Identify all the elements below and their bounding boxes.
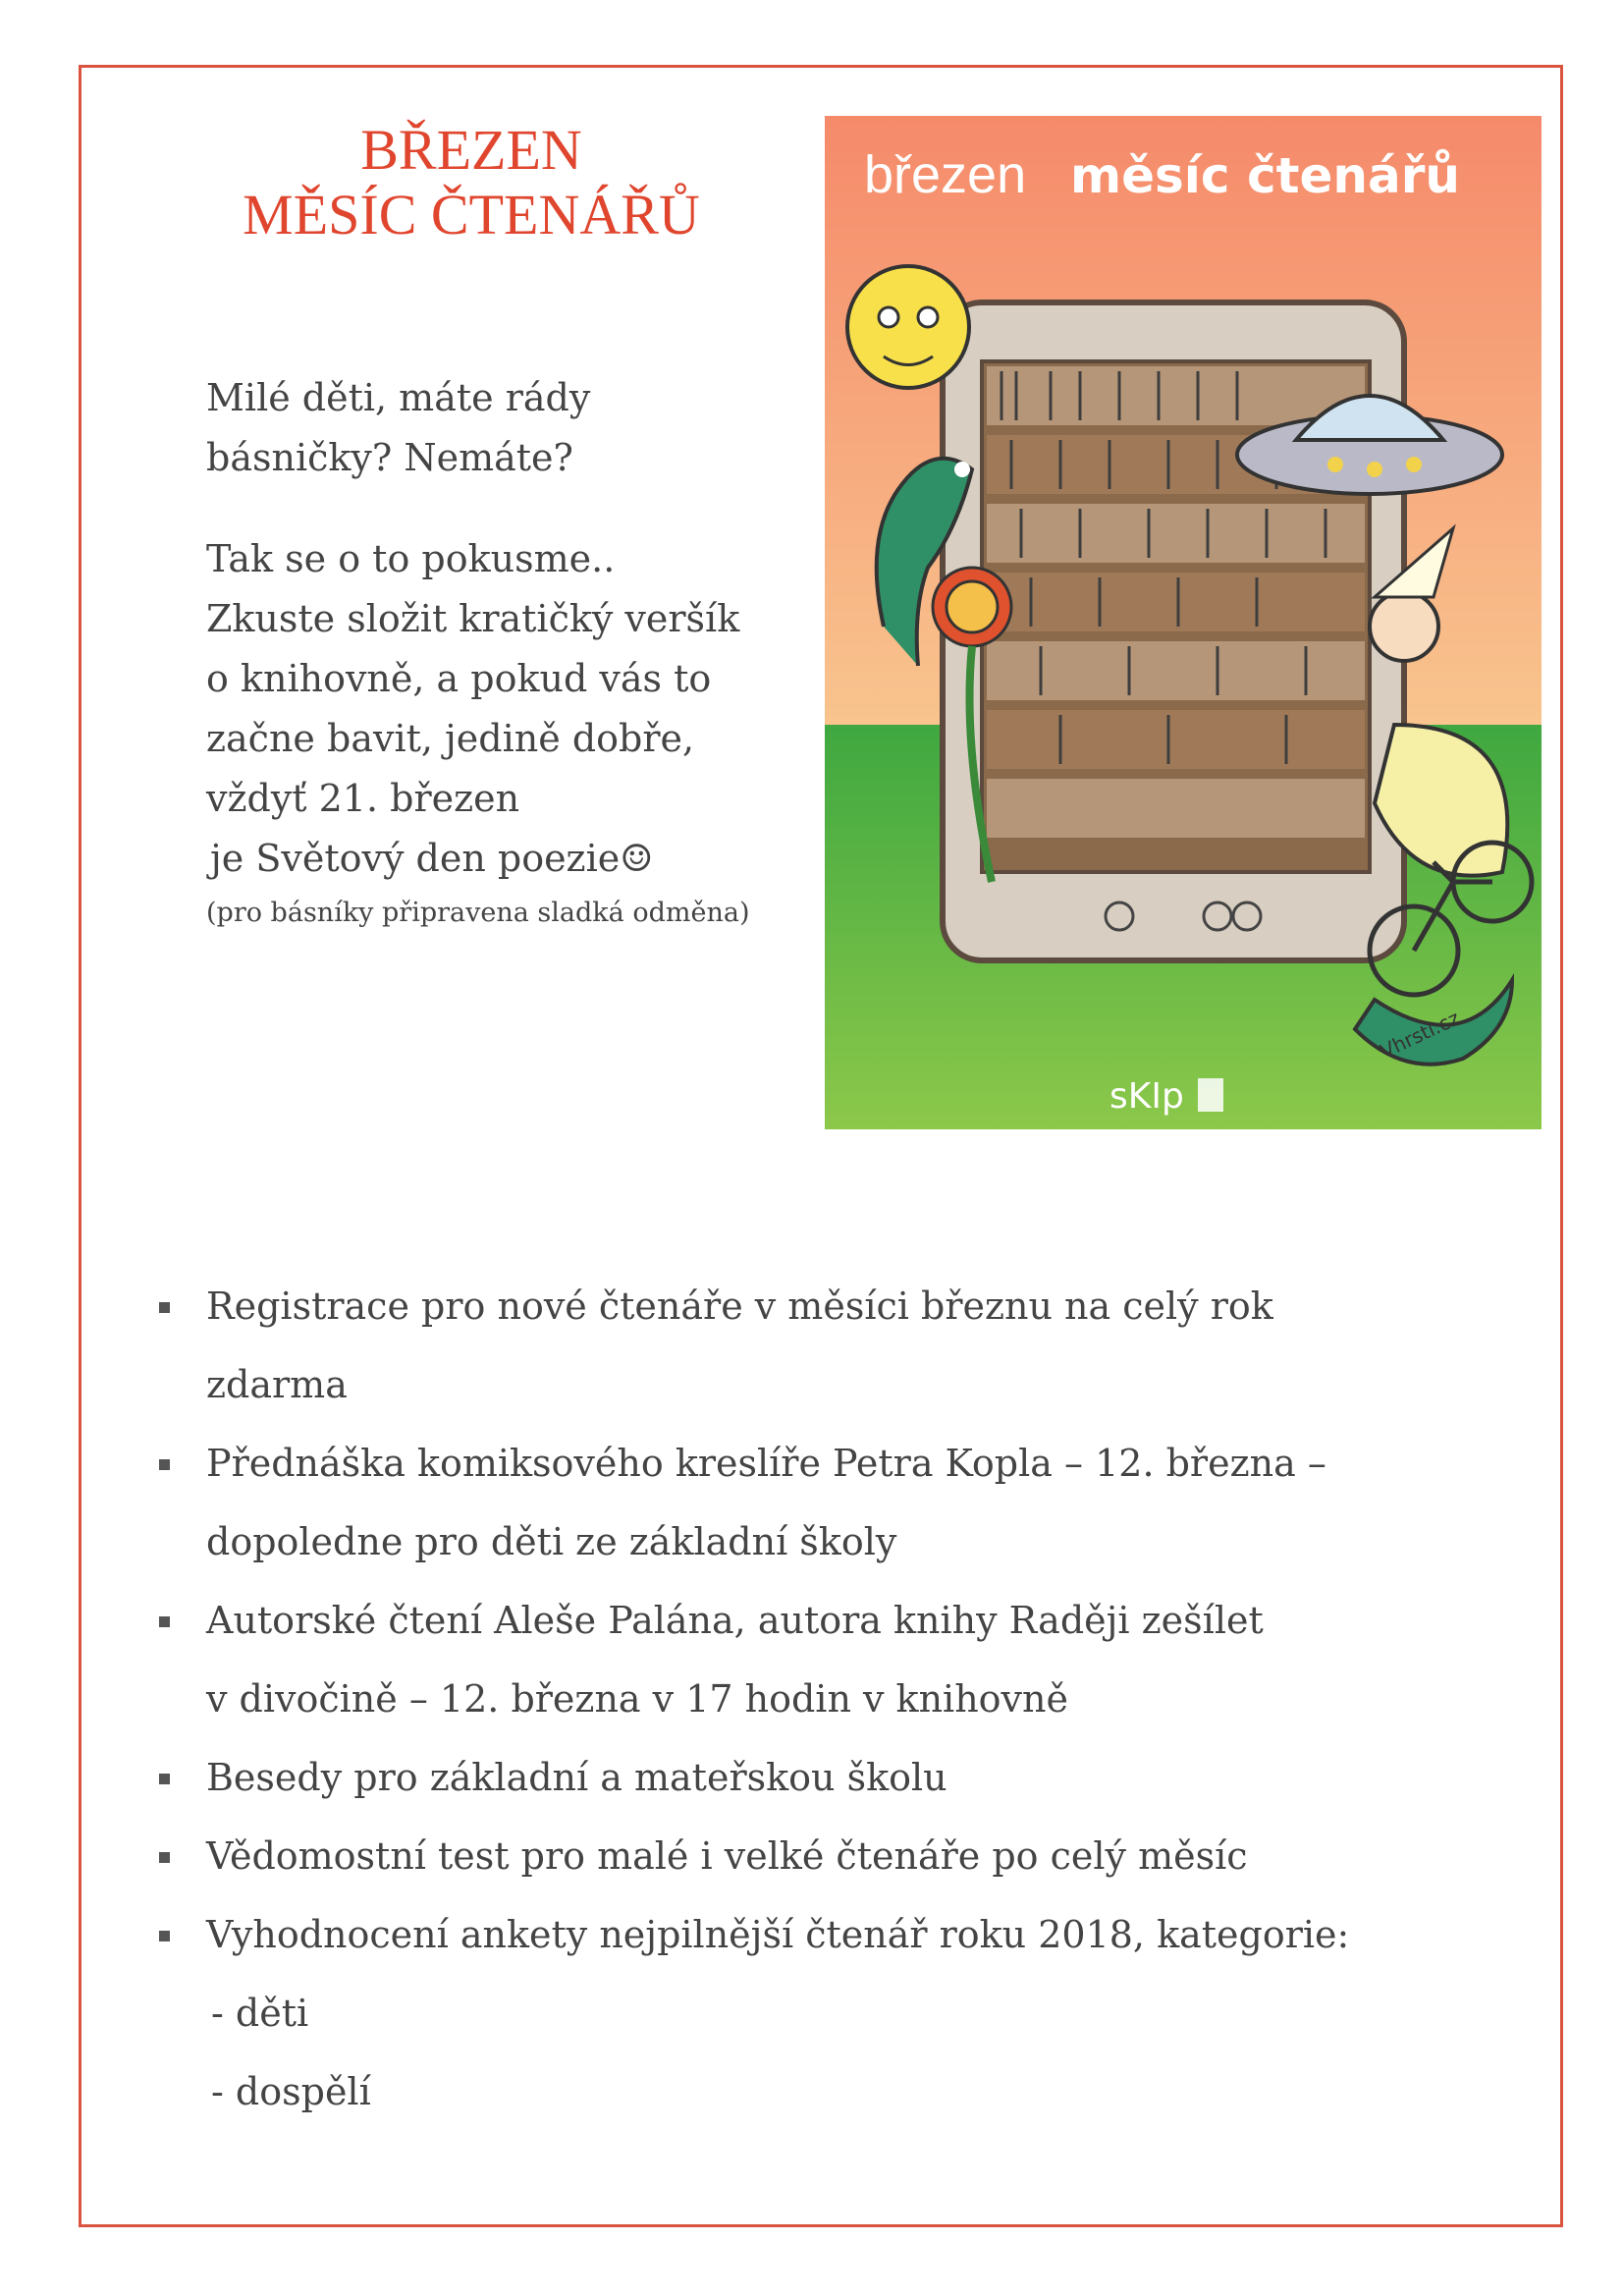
list-item: Autorské čtení Aleše Palána, autora knihy Raději zešílet v divočině – 12. března v 17 hodin v knihovně xyxy=(157,1581,1463,1738)
sun-character xyxy=(847,266,969,388)
category-adults: - dospělí xyxy=(211,2070,371,2113)
intro-line: Zkuste složit kratičký veršík xyxy=(206,597,740,640)
list-item: Vědomostní test pro malé i velké čtenáře po celý měsíc xyxy=(157,1817,1463,1895)
intro-line: je Světový den poezie☺ xyxy=(210,837,654,880)
intro-text xyxy=(206,368,815,934)
title-line-1: BŘEZEN xyxy=(360,118,582,182)
intro-line: o knihovně, a pokud vás to xyxy=(206,657,712,700)
list-item: Besedy pro základní a mateřskou školu xyxy=(157,1738,1463,1817)
intro-line: Tak se o to pokusme.. xyxy=(206,537,616,580)
intro-line: začne bavit, jedině dobře, xyxy=(206,717,695,760)
poster-svg xyxy=(825,116,1542,1129)
poster-signature: Vhrsti.cz xyxy=(1376,1006,1464,1064)
list-item: Vyhodnocení ankety nejpilnější čtenář roku 2018, kategorie: xyxy=(157,1895,1463,1974)
poster-heading-bold: měsíc čtenářů xyxy=(1070,147,1460,204)
intro-note: (pro básníky připravena sladká odměna) xyxy=(206,898,750,928)
page-title xyxy=(177,118,766,247)
list-item: Přednáška komiksového kreslíře Petra Kopla – 12. března – dopoledne pro děti ze základní školy xyxy=(157,1424,1463,1581)
title-line-2: MĚSÍC ČTENÁŘŮ xyxy=(243,183,700,246)
intro-line: Milé děti, máte rády xyxy=(206,376,591,419)
list-item: Registrace pro nové čtenáře v měsíci březnu na celý rok zdarma xyxy=(157,1267,1463,1424)
category-children: - děti xyxy=(211,1992,309,2035)
intro-line: básničky? Nemáte? xyxy=(206,436,573,479)
poster-campaign-logo xyxy=(1198,1078,1223,1112)
events-list xyxy=(157,1267,1463,2131)
intro-line: vždyť 21. březen xyxy=(206,777,520,820)
poster-illustration xyxy=(825,116,1542,1129)
poster-heading-light: březen xyxy=(864,145,1027,204)
poster-logo: sKIp xyxy=(1109,1076,1184,1117)
